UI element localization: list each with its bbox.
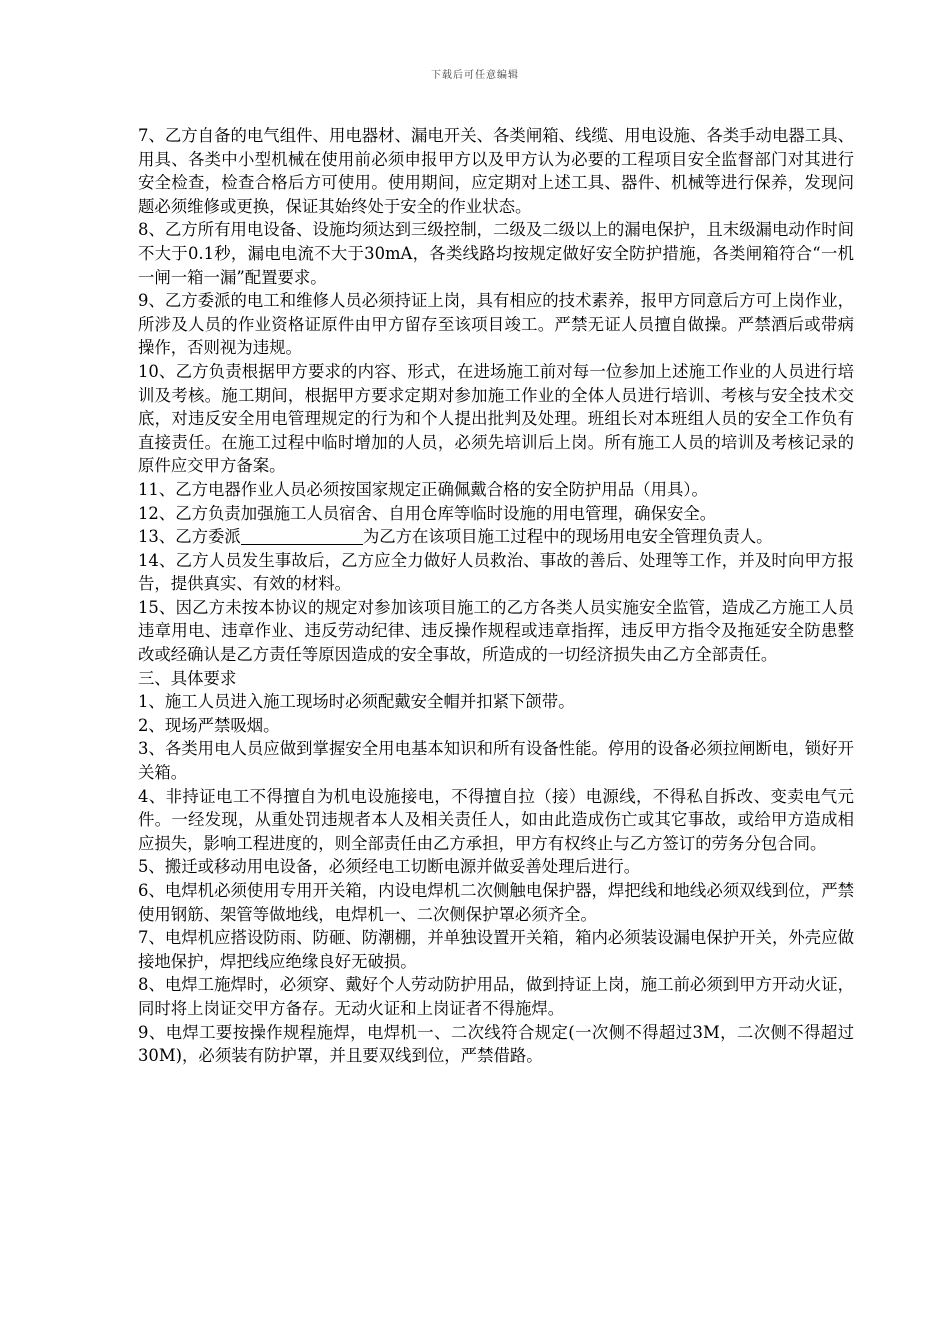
requirement-9: 9、电焊工要按操作规程施焊，电焊机一、二次线符合规定(一次侧不得超过3M，二次侧不得超过30M)，必须装有防护罩，并且要双线到位，严禁借路。 — [138, 1022, 854, 1066]
clause-13-prefix: 13、乙方委派 — [138, 527, 241, 547]
requirement-7: 7、电焊机应搭设防雨、防砸、防潮棚，并单独设置开关箱，箱内必须装设漏电保护开关，外壳应做接地保护，焊把线应绝缘良好无破损。 — [138, 928, 854, 971]
clause-13 — [138, 525, 854, 549]
document-body — [138, 124, 854, 1068]
page-header: 下载后可任意编辑 — [431, 70, 519, 81]
clause-8: 8、乙方所有用电设备、设施均须达到三级控制，二级及二级以上的漏电保护，且末级漏电动作时间不大于0.1秒，漏电电流不大于30mA，各类线路均按规定做好安全防护措施，各类闸箱符合“一机一闸一箱一漏”配置要求。 — [138, 220, 854, 287]
clause-14: 14、乙方人员发生事故后，乙方应全力做好人员救治、事故的善后、处理等工作，并及时向甲方报告，提供真实、有效的材料。 — [138, 550, 854, 594]
clause-7: 7、乙方自备的电气组件、用电器材、漏电开关、各类闸箱、线缆、用电设施、各类手动电器工具、用具、各类中小型机械在使用前必须申报甲方以及甲方认为必要的工程项目安全监督部门对其进行安全检查，检查合格后方可使用。使用期间，应定期对上述工具、器件、机械等进行保养，发现问题必须维修或更换，保证其始终处于安全的作业状态。 — [138, 126, 854, 216]
clause-15: 15、因乙方未按本协议的规定对参加该项目施工的乙方各类人员实施安全监管，造成乙方施工人员违章用电、违章作业、违反劳动纪律、违反操作规程或违章指挥，违反甲方指令及拖延安全防患整改或经确认是乙方责任等原因造成的安全事故，所造成的一切经济损失由乙方全部责任。 — [138, 597, 854, 665]
requirement-8: 8、电焊工施焊时，必须穿、戴好个人劳动防护用品，做到持证上岗，施工前必须到甲方开动火证，同时将上岗证交甲方备存。无动火证和上岗证者不得施焊。 — [138, 975, 854, 1018]
clause-12: 12、乙方负责加强施工人员宿舍、自用仓库等临时设施的用电管理，确保安全。 — [138, 503, 717, 523]
clause-9: 9、乙方委派的电工和维修人员必须持证上岗，具有相应的技术素养，报甲方同意后方可上岗作业，所涉及人员的作业资格证原件由甲方留存至该项目竣工。严禁无证人员擅自做操。严禁酒后或带病操作，否则视为违规。 — [138, 291, 854, 358]
blank-fill-line[interactable] — [241, 528, 363, 545]
requirement-6: 6、电焊机必须使用专用开关箱，内设电焊机二次侧触电保护器，焊把线和地线必须双线到位，严禁使用钢筋、架管等做地线，电焊机一、二次侧保护罩必须齐全。 — [138, 881, 854, 924]
clause-10: 10、乙方负责根据甲方要求的内容、形式，在进场施工前对每一位参加上述施工作业的人员进行培训及考核。施工期间，根据甲方要求定期对参加施工作业的全体人员进行培训、考核与安全技术交底，对违反安全用电管理规定的行为和个人提出批判及处理。班组长对本班组人员的安全工作负有直接责任。在施工过程中临时增加的人员，必须先培训后上岗。所有施工人员的培训及考核记录的原件应交甲方备案。 — [138, 361, 854, 476]
requirement-4: 4、非持证电工不得擅自为机电设施接电，不得擅自拉（接）电源线，不得私自拆改、变卖电气元件。一经发现，从重处罚违规者本人及相关责任人，如由此造成伤亡或其它事故，或给甲方造成相应损失，影响工程进度的，则全部责任由乙方承担，甲方有权终止与乙方签订的劳务分包合同。 — [138, 786, 854, 853]
clause-13-suffix: 为乙方在该项目施工过程中的现场用电安全管理负责人。 — [362, 527, 773, 547]
requirement-2: 2、现场严禁吸烟。 — [138, 715, 280, 735]
requirement-1: 1、施工人员进入施工现场时必须配戴安全帽并扣紧下颌带。 — [138, 692, 575, 712]
section-heading: 三、具体要求 — [138, 668, 237, 688]
clause-11: 11、乙方电器作业人员必须按国家规定正确佩戴合格的安全防护用品（用具）。 — [138, 479, 708, 499]
requirement-3: 3、各类用电人员应做到掌握安全用电基本知识和所有设备性能。停用的设备必须拉闸断电，锁好开关箱。 — [138, 739, 854, 783]
requirement-5: 5、搬迁或移动用电设备，必须经电工切断电源并做妥善处理后进行。 — [138, 857, 641, 877]
